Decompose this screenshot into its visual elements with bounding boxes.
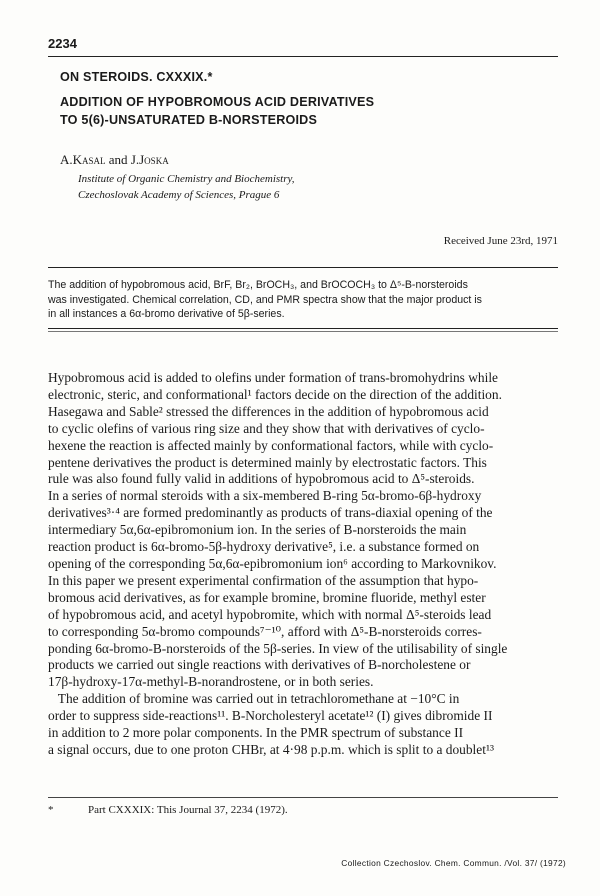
- body-line: intermediary 5α,6α-epibromonium ion. In the series of B-norsteroids the main: [48, 522, 467, 538]
- body-line: Hasegawa and Sable² stressed the differences in the addition of hypobromous acid: [48, 403, 489, 419]
- author-1-name: Kasal: [72, 152, 106, 167]
- body-line: In this paper we present experimental confirmation of the assumption that hypo-: [48, 572, 479, 588]
- received-date: Received June 23rd, 1971: [443, 235, 558, 247]
- footnote-text: Part CXXXIX: This Journal 37, 2234 (1972).: [88, 804, 288, 816]
- affiliation-line-1: Institute of Organic Chemistry and Biochemistry,: [78, 173, 295, 185]
- abstract-bottom-rule-2: [48, 331, 558, 332]
- header-rule: [48, 56, 558, 57]
- authors-conjunction: and: [105, 152, 131, 167]
- body-line: products we carried out single reactions with derivatives of B-norcholestene or: [48, 657, 471, 673]
- title-series: ON STEROIDS. CXXXIX.*: [60, 70, 213, 84]
- body-line: reaction product is 6α-bromo-5β-hydroxy derivative⁵, i.e. a substance formed on: [48, 539, 480, 555]
- body-line: Hypobromous acid is added to olefins under formation of trans-bromohydrins while: [48, 370, 498, 385]
- abstract-line: was investigated. Chemical correlation, CD, and PMR spectra show that the major product is: [48, 293, 482, 306]
- author-2-initial: J.: [130, 152, 140, 167]
- body-line: pentene derivatives the product is determined mainly by electrostatic factors. This: [48, 454, 487, 470]
- footnote-marker: *: [48, 804, 54, 816]
- body-line: a signal occurs, due to one proton CHBr, at 4·98 p.p.m. which is split to a doublet¹³: [48, 741, 494, 757]
- body-line: hexene the reaction is affected mainly by conformational factors, while with cyclo-: [48, 437, 494, 453]
- footnote-rule: [48, 797, 558, 798]
- body-line: In a series of normal steroids with a six-membered B-ring 5α-bromo-6β-hydroxy: [48, 488, 482, 504]
- body-line: opening of the corresponding 5α,6α-epibromonium ion⁶ according to Markovnikov.: [48, 555, 497, 571]
- author-1-initial: A.: [60, 152, 73, 167]
- body-line: in addition to 2 more polar components. In the PMR spectrum of substance II: [48, 725, 464, 741]
- journal-footer: Collection Czechoslov. Chem. Commun. /Vol. 37/ (1972): [341, 858, 566, 868]
- body-line: derivatives³·⁴ are formed predominantly as products of trans-diaxial opening of the: [48, 505, 493, 521]
- body-line: bromous acid derivatives, as for example bromine, bromine fluoride, methyl ester: [48, 589, 486, 605]
- abstract-top-rule: [48, 267, 558, 268]
- authors: [60, 152, 169, 168]
- body-line: electronic, steric, and conformational¹ factors decide on the direction of the addition.: [48, 386, 502, 402]
- body-line: order to suppress side-reactions¹¹. B-Norcholesteryl acetate¹² (I) gives dibromide II: [48, 708, 493, 724]
- body-line: to cyclic olefins of various ring size and they show that with derivatives of cyclo-: [48, 420, 485, 436]
- page-number: 2234: [48, 36, 77, 51]
- abstract-line: The addition of hypobromous acid, BrF, Br₂, BrOCH₃, and BrOCOCH₃ to Δ⁵-B-norsteroids: [48, 279, 468, 291]
- body-line: of hypobromous acid, and acetyl hypobromite, which with normal Δ⁵-steroids lead: [48, 606, 492, 622]
- author-2-name: Joska: [139, 152, 169, 167]
- body-line: 17β-hydroxy-17α-methyl-B-norandrostene, or in both series.: [48, 674, 374, 690]
- affiliation-line-2: Czechoslovak Academy of Sciences, Prague 6: [78, 189, 280, 201]
- body-line: rule was also found fully valid in additions of hypobromous acid to Δ⁵-steroids.: [48, 471, 475, 487]
- body-line: The addition of bromine was carried out in tetrachloromethane at −10°C in: [48, 691, 460, 707]
- body-line: to corresponding 5α-bromo compounds⁷⁻¹⁰, afford with Δ⁵-B-norsteroids corres-: [48, 623, 482, 639]
- title-line-1: ADDITION OF HYPOBROMOUS ACID DERIVATIVES: [60, 95, 375, 109]
- footnote: [48, 804, 288, 816]
- abstract: [48, 278, 560, 322]
- abstract-line: in all instances a 6α-bromo derivative of 5β-series.: [48, 308, 285, 320]
- body-line: ponding 6α-bromo-B-norsteroids of the 5β-series. In view of the utilisability of single: [48, 640, 508, 656]
- title-line-2: TO 5(6)-UNSATURATED B-NORSTEROIDS: [60, 113, 318, 127]
- abstract-bottom-rule: [48, 328, 558, 329]
- body-text: [48, 370, 560, 759]
